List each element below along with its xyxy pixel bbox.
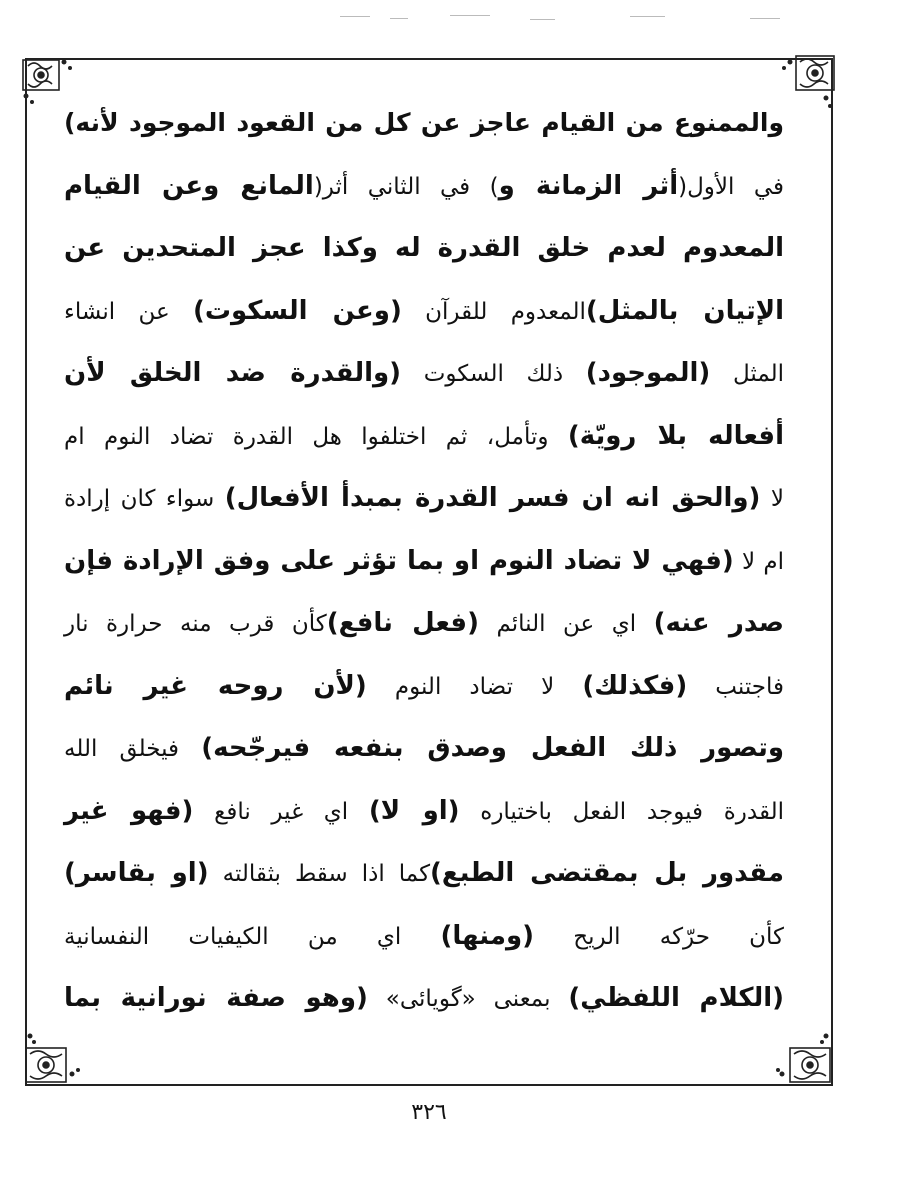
- text-line: [64, 842, 784, 905]
- text-line: [64, 280, 784, 343]
- commentary-text-segment: عن انشاء: [64, 298, 193, 325]
- matn-text-segment: (الكلام اللفظي): [568, 983, 784, 1013]
- text-line: [64, 405, 784, 468]
- commentary-text-segment: فيخلق الله: [64, 736, 202, 762]
- matn-text-segment: (او بقاسر): [64, 858, 209, 888]
- matn-text-segment: المانع وعن القيام: [64, 170, 314, 201]
- matn-text-segment: (والحق انه ان فسر القدرة بمبدأ الأفعال): [224, 483, 761, 513]
- commentary-text-segment: وتأمل، ثم اختلفوا هل القدرة تضاد النوم ام: [64, 423, 568, 450]
- matn-text-segment: (فكذلك): [582, 670, 688, 701]
- text-line: [64, 717, 784, 780]
- matn-text-segment: (ومنها): [440, 920, 535, 951]
- matn-text-segment: (او لا): [368, 795, 460, 826]
- commentary-text-segment: اي غير نافع: [193, 798, 369, 825]
- commentary-text-segment: كما اذا سقط بثقالته: [208, 861, 431, 887]
- text-line: [64, 967, 784, 1030]
- matn-text-segment: (فعل نافع): [326, 608, 479, 638]
- text-line: [64, 780, 784, 843]
- commentary-text-segment: اي عن النائم: [478, 611, 654, 637]
- text-line: [64, 467, 784, 530]
- commentary-text-segment: القدرة فيوجد الفعل باختياره: [459, 798, 784, 825]
- page-number: ٣٢٦: [411, 1100, 447, 1125]
- text-line: [64, 655, 784, 718]
- corner-ornament-bottom-right: [772, 1024, 836, 1088]
- commentary-text-segment: بمعنى «گويائى»: [367, 986, 569, 1012]
- matn-text-segment: مقدور بل بمقتضى الطبع): [430, 858, 784, 888]
- text-line: [64, 92, 784, 155]
- scan-noise: [330, 6, 830, 26]
- matn-text-segment: (الموجود): [585, 358, 711, 388]
- corner-ornament-bottom-left: [22, 1024, 86, 1088]
- commentary-text-segment: ذلك السكوت: [401, 361, 586, 387]
- commentary-text-segment: فاجتنب: [687, 673, 784, 700]
- commentary-text-segment: كأن قرب منه حرارة نار: [64, 611, 327, 637]
- matn-text-segment: الإتيان بالمثل): [585, 295, 784, 326]
- matn-text-segment: المعدوم لعدم خلق القدرة له وكذا عجز المتحدين عن: [64, 233, 784, 263]
- matn-text-segment: صدر عنه): [653, 608, 784, 638]
- text-line: [64, 592, 784, 655]
- matn-text-segment: (والقدرة ضد الخلق لأن: [64, 358, 402, 388]
- text-line: [64, 342, 784, 405]
- matn-text-segment: والممنوع من القيام عاجز عن كل من القعود الموجود لأنه): [64, 108, 784, 137]
- matn-text-segment: (فهو غير: [64, 795, 194, 826]
- matn-text-segment: (لأن روحه غير نائم: [64, 670, 367, 701]
- commentary-text-segment: لا تضاد النوم: [366, 673, 583, 700]
- text-line: [64, 155, 784, 218]
- matn-text-segment: أفعاله بلا رويّة): [567, 420, 784, 451]
- matn-text-segment: (فهي لا تضاد النوم او بما تؤثر على وفق الإرادة فإن: [64, 545, 734, 576]
- commentary-text-segment: اي من الكيفيات النفسانية: [64, 923, 441, 950]
- commentary-text-segment: ) في الثاني أثر(: [313, 173, 499, 200]
- commentary-text-segment: لا: [760, 486, 785, 512]
- text-line: [64, 530, 784, 593]
- commentary-text-segment: المعدوم للقرآن: [401, 298, 586, 325]
- commentary-text-segment: كأن حرّكه الريح: [534, 923, 784, 950]
- text-line: [64, 905, 784, 968]
- corner-ornament-top-right: [776, 50, 840, 114]
- matn-text-segment: وتصور ذلك الفعل وصدق بنفعه فيرجّحه): [201, 733, 784, 763]
- commentary-text-segment: المثل: [710, 361, 785, 387]
- text-line: [64, 217, 784, 280]
- commentary-text-segment: سواء كان إرادة: [64, 486, 225, 512]
- commentary-text-segment: في الأول(: [678, 173, 784, 200]
- matn-text-segment: أثر الزمانة و: [498, 170, 679, 201]
- matn-text-segment: (وعن السكوت): [193, 295, 402, 326]
- commentary-text-segment: ام لا: [733, 548, 784, 575]
- arabic-text-body: [64, 92, 784, 1030]
- matn-text-segment: (وهو صفة نورانية بما: [64, 983, 368, 1013]
